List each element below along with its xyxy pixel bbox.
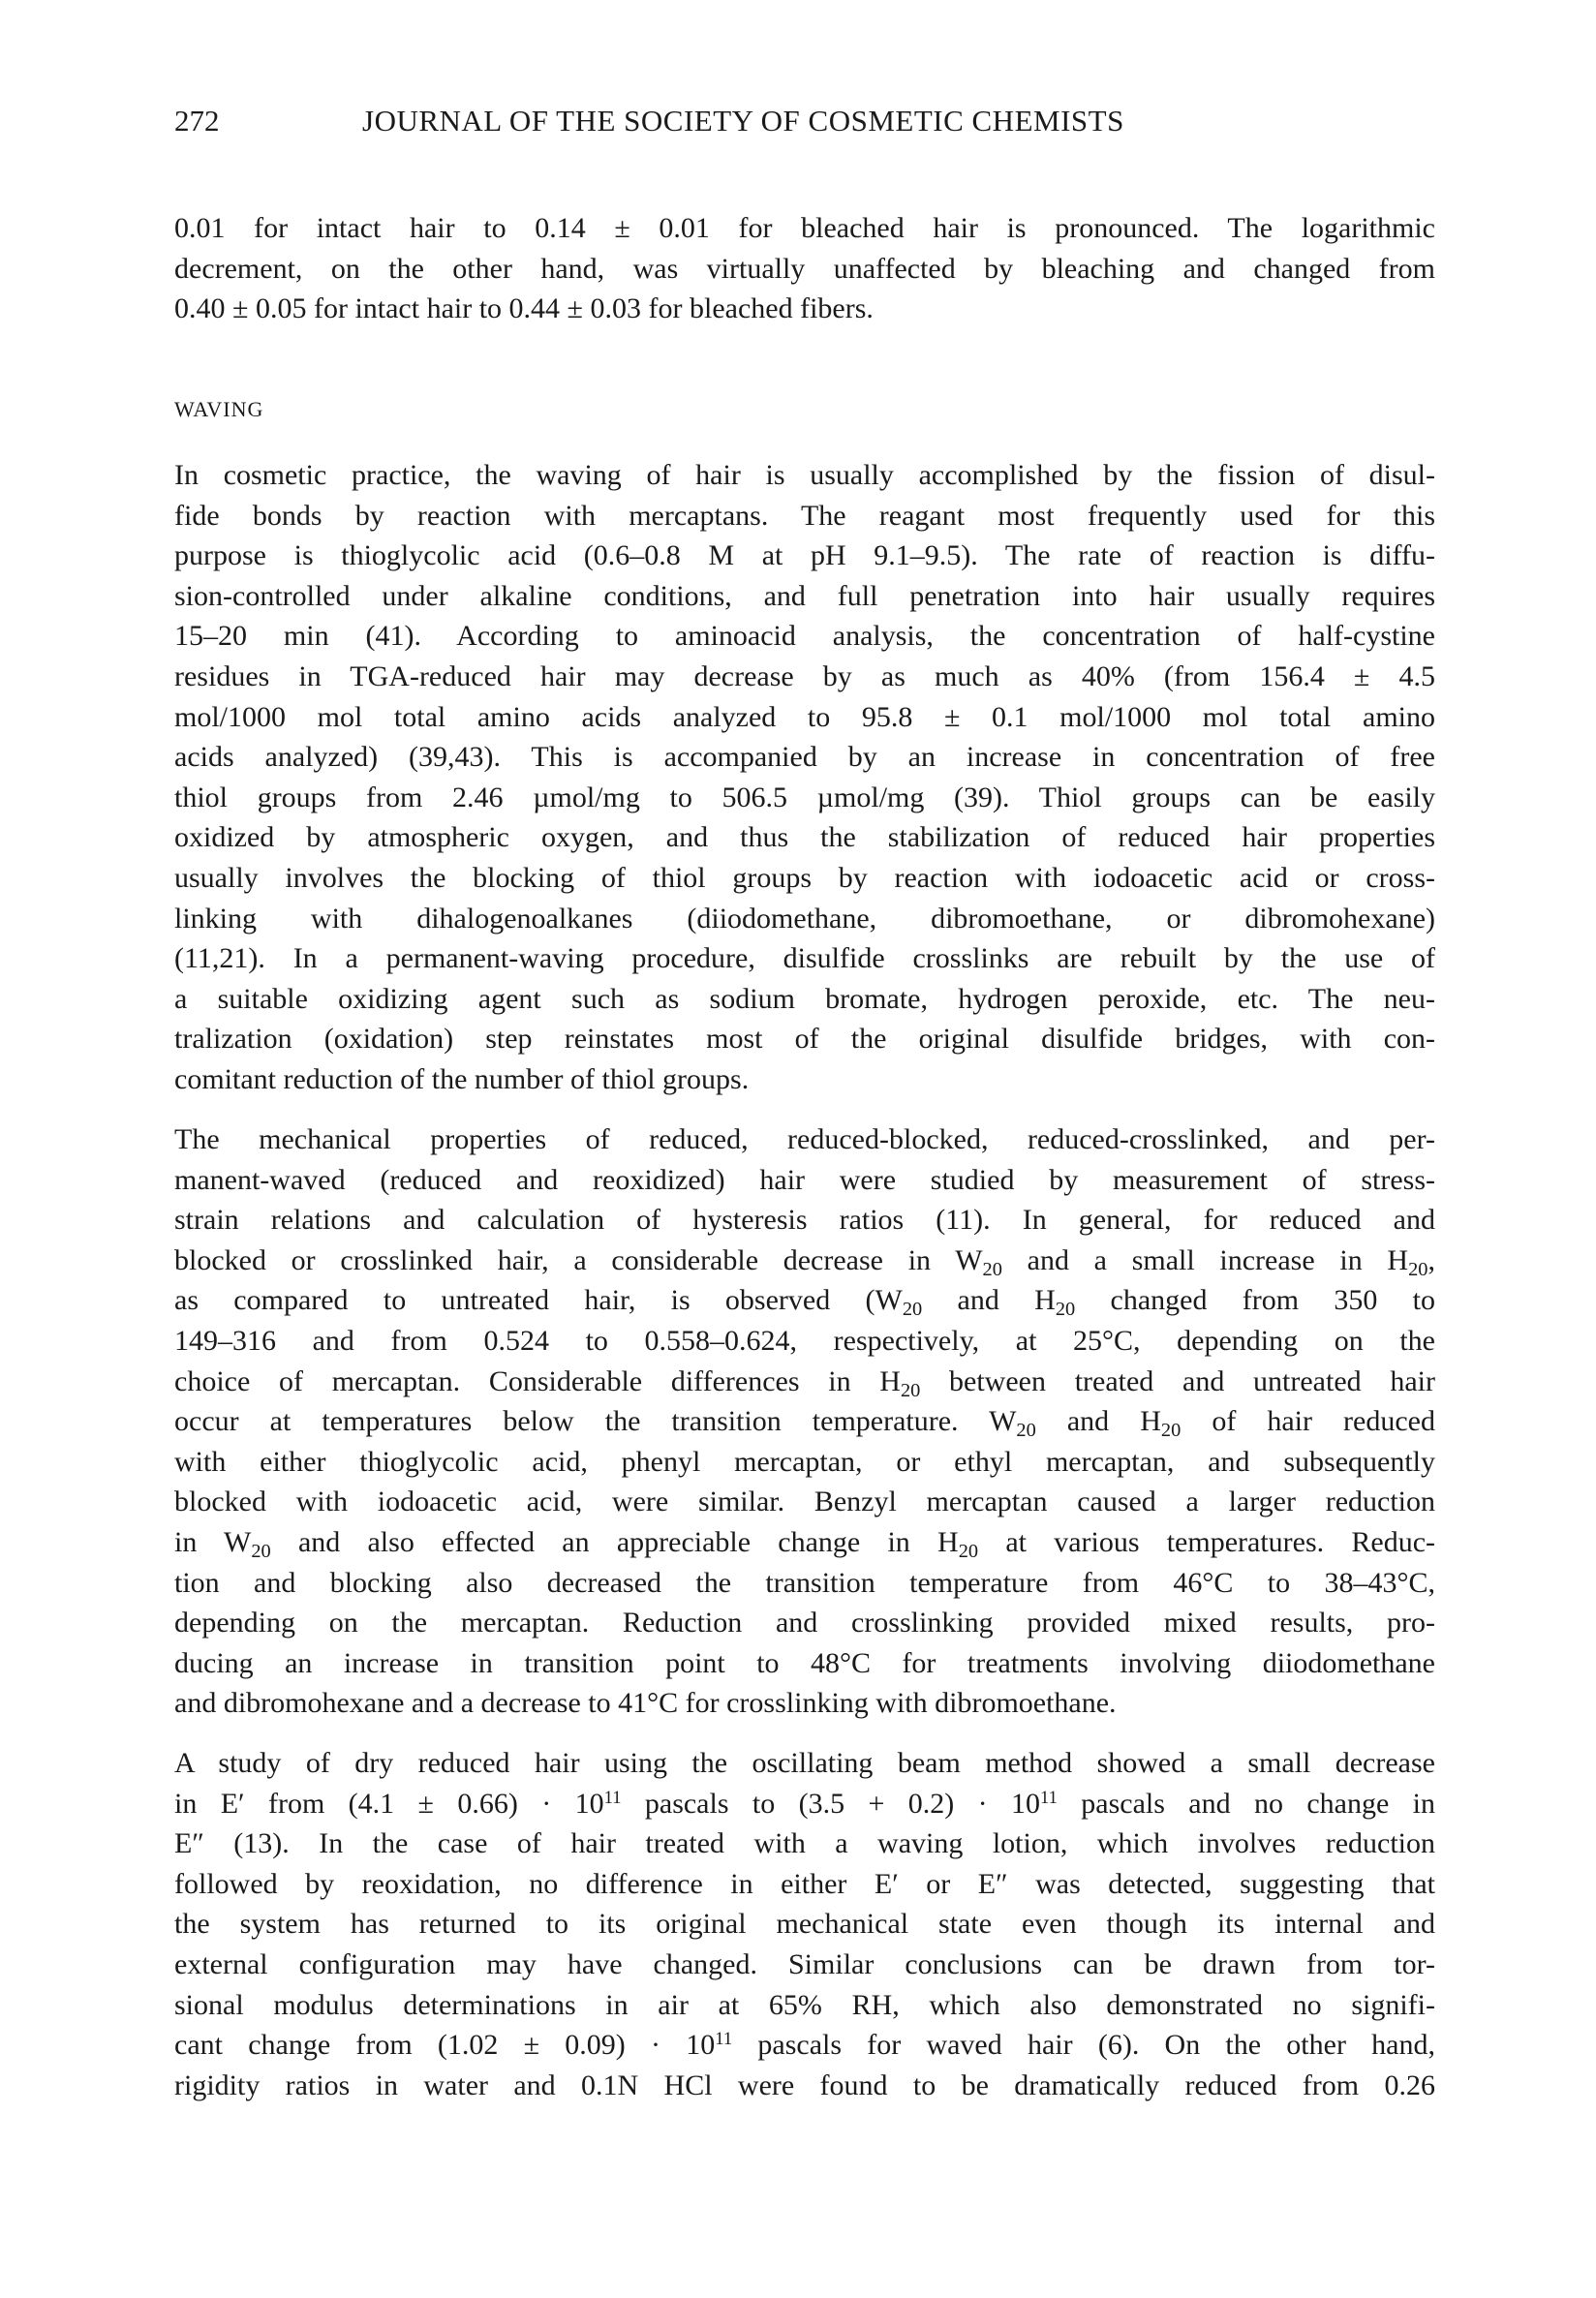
subscript: 20 [1160, 1420, 1182, 1442]
text-run: usually involves the blocking of thiol groups by reaction with iodoacetic acid or cross- [174, 861, 1435, 894]
text-line [174, 1603, 1435, 1643]
text-run: linking with dihalogenoalkanes (diiodomethane, dibromoethane, or dibromohexane) [174, 902, 1435, 935]
text-run: 15–20 min (41). According to aminoacid analysis, the concentration of half-cystine [174, 620, 1435, 653]
text-run: rigidity ratios in water and 0.1N HCl were found to be dramatically reduced from 0.26 [174, 2068, 1435, 2101]
subscript: 20 [1016, 1420, 1036, 1442]
text-line [174, 1362, 1435, 1402]
text-run: tion and blocking also decreased the transition temperature from 46°C to 38–43°C, [174, 1566, 1435, 1599]
text-run: mol/1000 mol total amino acids analyzed to 95.8 ± 0.1 mol/1000 mol total amino [174, 700, 1435, 733]
text-line [174, 817, 1435, 858]
text-line [174, 1119, 1435, 1160]
text-line [174, 1643, 1435, 1684]
text-line [174, 576, 1435, 617]
text-run: residues in TGA-reduced hair may decrease by as much as 40% (from 156.4 ± 4.5 [174, 659, 1435, 692]
text-run: acids analyzed) (39,43). This is accompanied by an increase in concentration of free [174, 741, 1435, 774]
text-run: 0.01 for intact hair to 0.14 ± 0.01 for bleached hair is pronounced. The logarithmic [174, 212, 1435, 244]
text-line [174, 289, 1435, 329]
text-line [174, 1563, 1435, 1604]
text-run: , [1427, 1243, 1435, 1276]
text-line [174, 697, 1435, 738]
section-heading-waving: WAVING [174, 397, 264, 421]
text-line [174, 616, 1435, 657]
text-run: in W [174, 1525, 252, 1558]
text-line [174, 1482, 1435, 1522]
text-line [174, 778, 1435, 818]
text-run: occur at temperatures below the transition temperature. W [174, 1405, 1017, 1438]
text-line [174, 1280, 1435, 1321]
text-run: with either thioglycolic acid, phenyl mercaptan, or ethyl mercaptan, and subsequently [174, 1445, 1435, 1478]
text-run: of hair reduced [1181, 1405, 1435, 1438]
text-run: in E′ from (4.1 ± 0.66) · 10 [174, 1787, 604, 1820]
text-line [174, 1401, 1435, 1442]
subscript: 20 [251, 1541, 271, 1563]
text-line [174, 1321, 1435, 1362]
text-line [174, 1241, 1435, 1281]
text-line [174, 208, 1435, 249]
text-run: decrement, on the other hand, was virtually unaffected by bleaching and changed from [174, 252, 1435, 285]
paragraph-mechanical-properties [174, 1119, 1435, 1724]
text-run: tralization (oxidation) step reinstates most of the original disulfide bridges, with con- [174, 1023, 1435, 1056]
text-run: and dibromohexane and a decrease to 41°C for crosslinking with dibromoethane. [174, 1687, 1117, 1720]
text-run: and a small increase in H [1001, 1243, 1409, 1276]
text-line [174, 1743, 1435, 1784]
text-run: the system has returned to its original mechanical state even though its internal and [174, 1908, 1435, 1941]
text-line [174, 496, 1435, 536]
text-run: and H [1035, 1405, 1161, 1438]
journal-title: JOURNAL OF THE SOCIETY OF COSMETIC CHEMISTS [362, 104, 1124, 138]
text-run: and also effected an appreciable change in H [270, 1525, 959, 1558]
text-run: strain relations and calculation of hysteresis ratios (11). In general, for reduced and [174, 1204, 1435, 1237]
text-line [174, 1522, 1435, 1563]
text-run: and H [922, 1284, 1056, 1317]
text-run: cant change from (1.02 ± 0.09) · 10 [174, 2029, 716, 2062]
text-run: external configuration may have changed. Similar conclusions can be drawn from tor- [174, 1947, 1435, 1980]
text-run: comitant reduction of the number of thiol groups. [174, 1062, 750, 1095]
text-line [174, 1200, 1435, 1241]
text-line [174, 858, 1435, 899]
text-run: pascals for waved hair (6). On the other hand, [732, 2029, 1435, 2062]
text-run: blocked with iodoacetic acid, were similar. Benzyl mercaptan caused a larger reduction [174, 1486, 1435, 1518]
subscript: 20 [958, 1541, 979, 1563]
text-line [174, 2025, 1435, 2066]
text-run: manent-waved (reduced and reoxidized) hair were studied by measurement of stress- [174, 1163, 1435, 1196]
text-run: thiol groups from 2.46 µmol/mg to 506.5 µmol/mg (39). Thiol groups can be easily [174, 781, 1435, 813]
subscript: 20 [1055, 1299, 1076, 1321]
text-run: a suitable oxidizing agent such as sodium bromate, hydrogen peroxide, etc. The neu- [174, 982, 1435, 1015]
superscript: 11 [715, 2028, 733, 2049]
text-run: The mechanical properties of reduced, reduced-blocked, reduced-crosslinked, and per- [174, 1123, 1435, 1155]
text-run: sion-controlled under alkaline conditions, and full penetration into hair usually requires [174, 579, 1435, 612]
page-number: 272 [174, 104, 220, 138]
text-run: 0.40 ± 0.05 for intact hair to 0.44 ± 0.03 for bleached fibers. [174, 292, 874, 325]
text-line [174, 1864, 1435, 1905]
text-line [174, 1160, 1435, 1201]
subscript: 20 [902, 1299, 923, 1321]
text-line [174, 2066, 1435, 2106]
text-line [174, 899, 1435, 939]
text-run: ducing an increase in transition point to 48°C for treatments involving diiodomethane [174, 1646, 1435, 1679]
subscript: 20 [900, 1379, 921, 1401]
paragraph-waving-intro [174, 455, 1435, 1100]
text-run: choice of mercaptan. Considerable differences in H [174, 1364, 901, 1397]
text-run: depending on the mercaptan. Reduction and crosslinking provided mixed results, pro- [174, 1607, 1435, 1639]
text-line [174, 1683, 1435, 1724]
text-line [174, 1985, 1435, 2026]
paragraph-bleaching-continued [174, 208, 1435, 329]
text-run: 149–316 and from 0.524 to 0.558–0.624, respectively, at 25°C, depending on the [174, 1324, 1435, 1357]
text-line [174, 536, 1435, 576]
subscript: 20 [982, 1258, 1002, 1280]
text-line [174, 1442, 1435, 1483]
text-line [174, 1784, 1435, 1824]
paragraph-oscillating-beam [174, 1743, 1435, 2105]
text-run: changed from 350 to [1075, 1284, 1435, 1317]
text-run: pascals and no change in [1057, 1787, 1435, 1820]
superscript: 11 [603, 1787, 622, 1808]
text-run: In cosmetic practice, the waving of hair is usually accomplished by the fission of disul- [174, 459, 1435, 491]
text-line [174, 938, 1435, 979]
text-run: purpose is thioglycolic acid (0.6–0.8 M at pH 9.1–9.5). The rate of reaction is diffu- [174, 539, 1435, 572]
text-run: (11,21). In a permanent-waving procedure, disulfide crosslinks are rebuilt by the use of [174, 942, 1435, 975]
text-run: pascals to (3.5 + 0.2) · 10 [621, 1787, 1040, 1820]
text-run: as compared to untreated hair, is observed (W [174, 1284, 903, 1317]
text-line [174, 1945, 1435, 1985]
text-run: fide bonds by reaction with mercaptans. The reagant most frequently used for this [174, 499, 1435, 532]
text-line [174, 979, 1435, 1020]
text-run: A study of dry reduced hair using the oscillating beam method showed a small decrease [174, 1747, 1435, 1779]
text-line [174, 1823, 1435, 1864]
text-run: at various temperatures. Reduc- [978, 1525, 1436, 1558]
text-line [174, 1904, 1435, 1945]
text-line [174, 657, 1435, 697]
text-run: between treated and untreated hair [920, 1364, 1435, 1397]
text-run: followed by reoxidation, no difference in either E′ or E″ was detected, suggesting that [174, 1867, 1435, 1900]
superscript: 11 [1039, 1787, 1058, 1808]
text-run: E″ (13). In the case of hair treated with a waving lotion, which involves reduction [174, 1827, 1435, 1860]
text-line [174, 737, 1435, 778]
text-line [174, 1019, 1435, 1059]
text-line [174, 455, 1435, 496]
text-run: blocked or crosslinked hair, a considerable decrease in W [174, 1243, 983, 1276]
subscript: 20 [1408, 1258, 1428, 1280]
text-line [174, 249, 1435, 290]
text-run: sional modulus determinations in air at 65% RH, which also demonstrated no signifi- [174, 1988, 1435, 2021]
text-line [174, 1059, 1435, 1100]
text-run: oxidized by atmospheric oxygen, and thus the stabilization of reduced hair properties [174, 821, 1435, 854]
